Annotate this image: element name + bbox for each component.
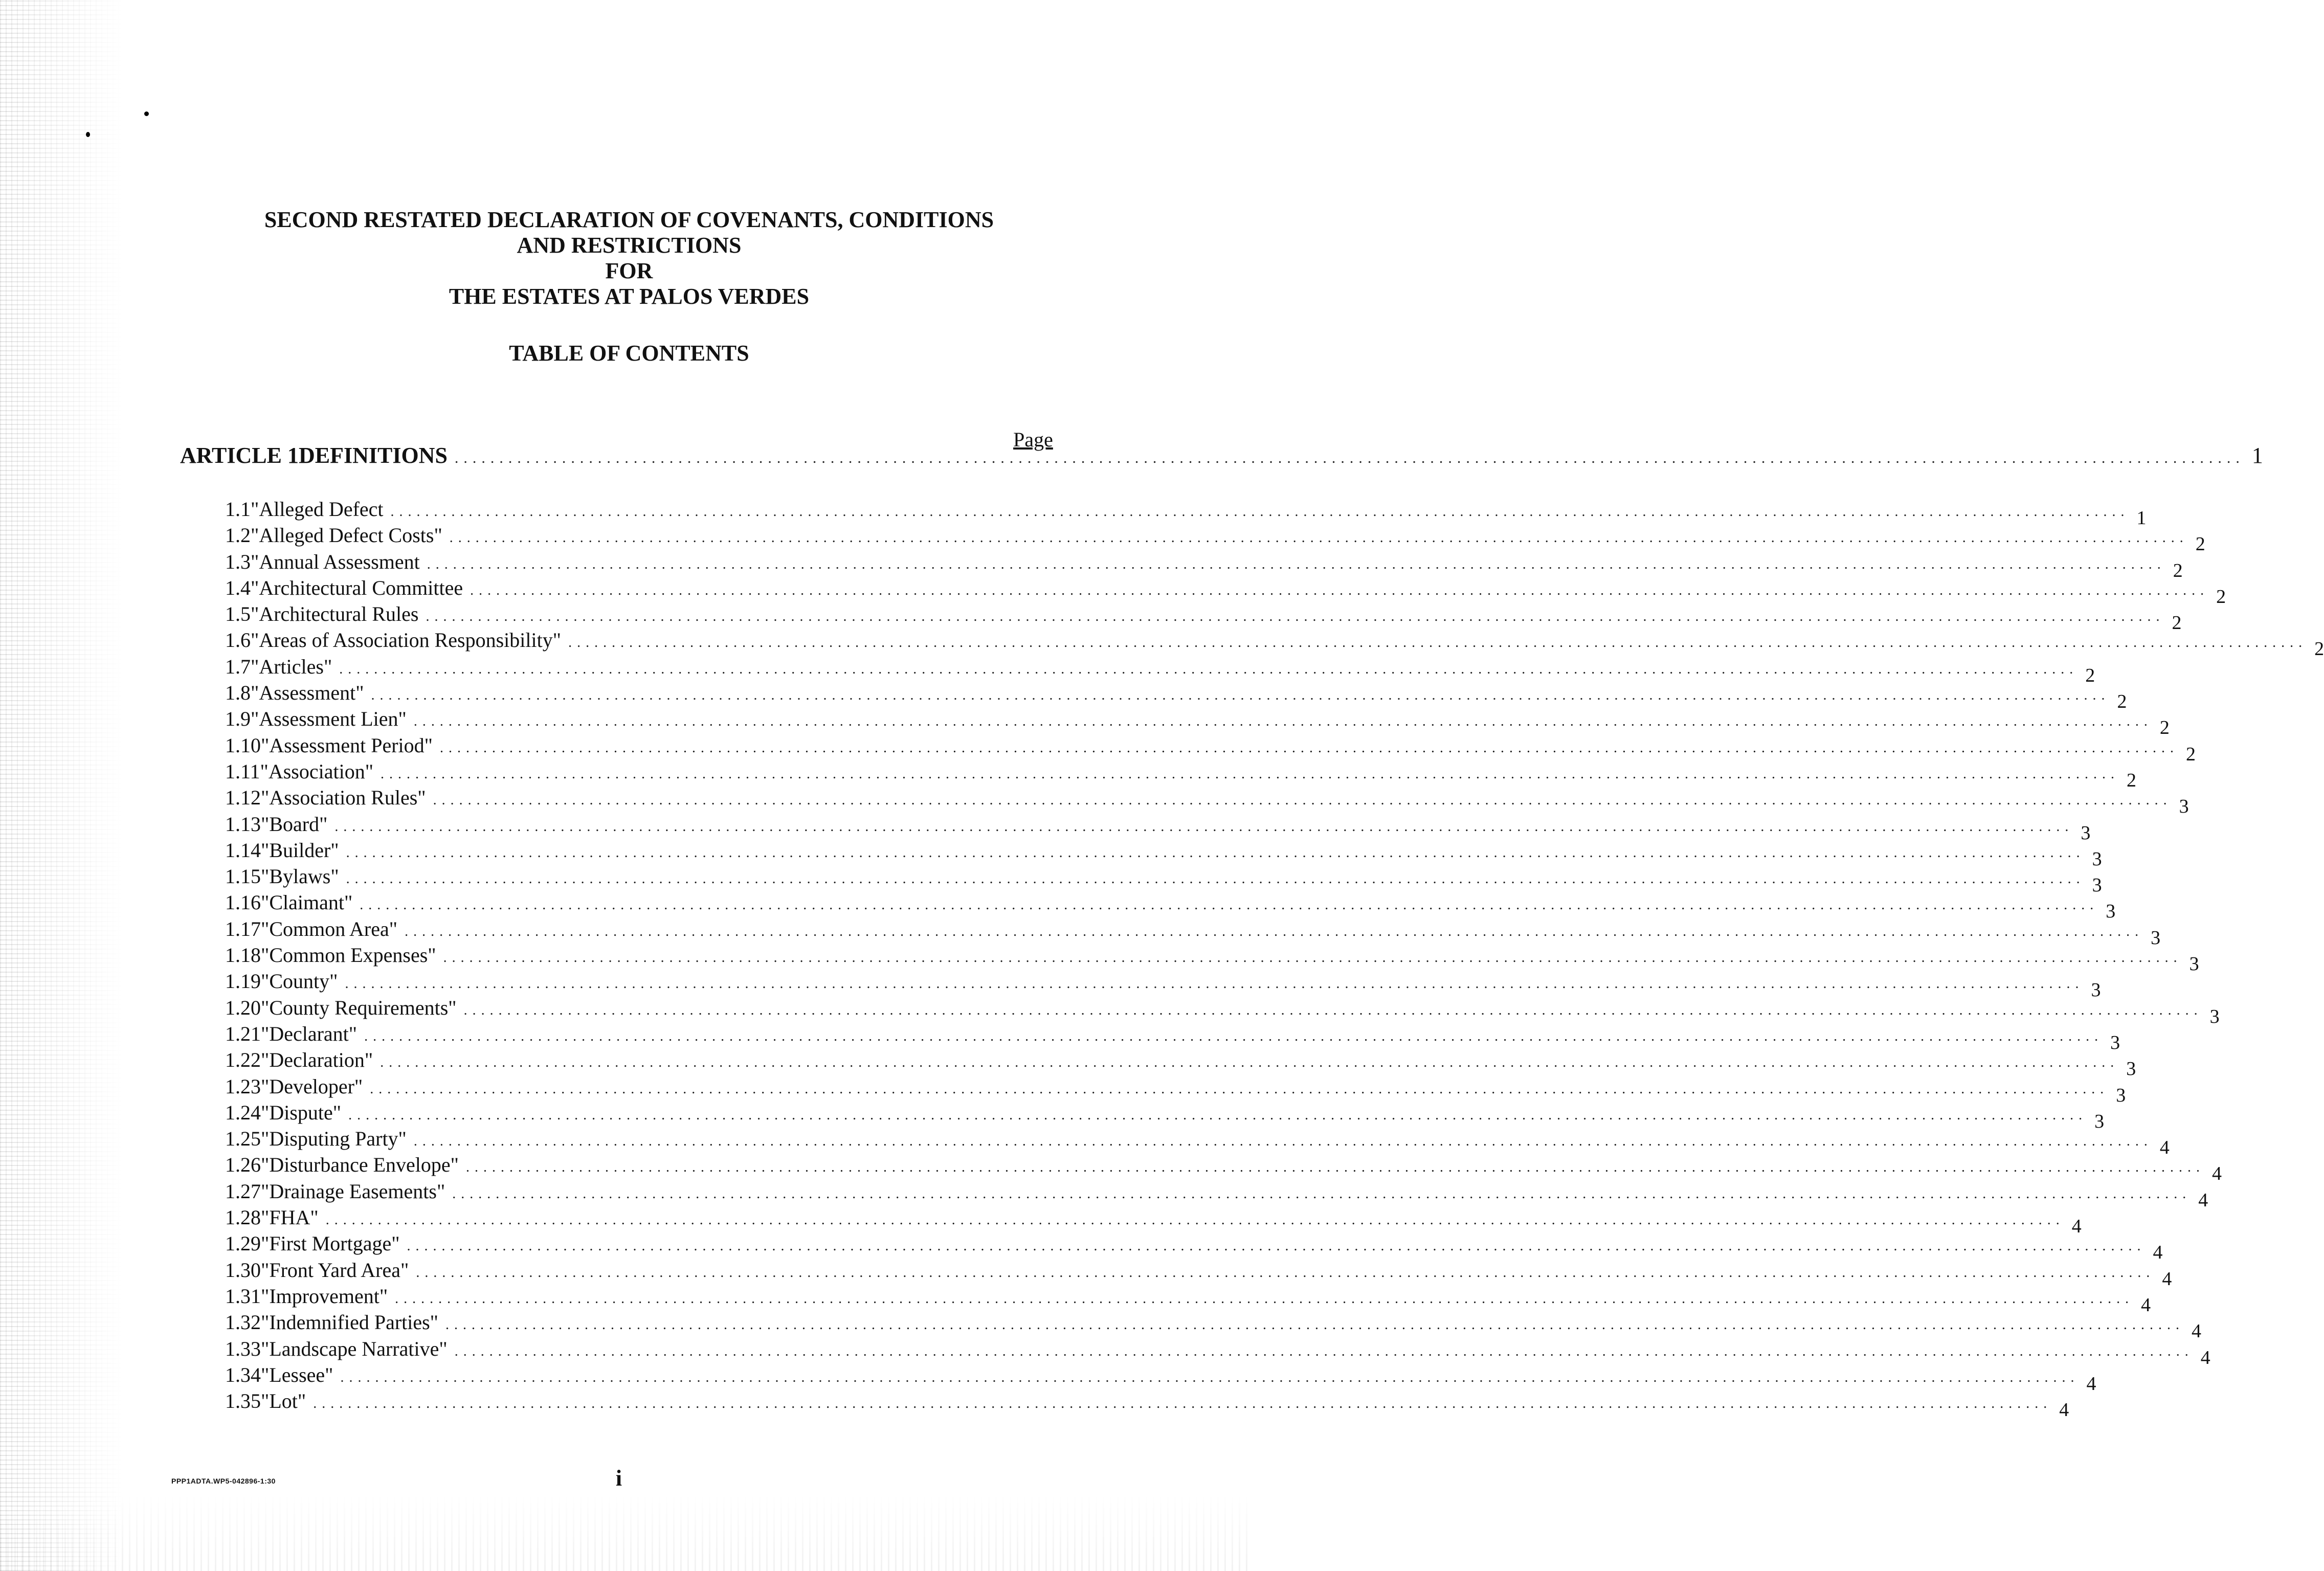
entry-term: "FHA" [261, 1206, 319, 1229]
entry-number: 1.29 [225, 1232, 261, 1255]
entry-page: 4 [2071, 1216, 2082, 1238]
entry-term: "Architectural Committee [251, 576, 463, 599]
page-column-label: Page [1013, 428, 1053, 451]
entry-number: 1.6 [225, 629, 251, 652]
toc-entry [225, 1336, 2210, 1368]
dot-leader: ........................................................................................................................................................................................................ [381, 766, 2120, 782]
entry-number: 1.16 [225, 891, 261, 914]
dot-leader: ........................................................................................................................................................................................................ [454, 1343, 2194, 1359]
toc-entry [225, 706, 2170, 739]
entry-number: 1.13 [225, 812, 261, 836]
entry-term: "Front Yard Area" [261, 1258, 409, 1282]
entry-number: 1.26 [225, 1153, 261, 1177]
dot-leader: ........................................................................................................................................................................................................ [568, 635, 2308, 651]
entry-term: "Alleged Defect Costs" [251, 524, 442, 547]
entry-number: 1.5 [225, 602, 251, 626]
entry-term: "Lot" [261, 1389, 306, 1413]
toc-entry [225, 1204, 2082, 1238]
entry-term: "Dispute" [261, 1101, 342, 1124]
dot-leader: ........................................................................................................................................................................................................ [340, 1369, 2080, 1385]
entry-term: "Claimant" [261, 891, 353, 914]
dot-leader: ........................................................................................................................................................................................................ [346, 871, 2085, 887]
entry-page: 3 [2179, 796, 2189, 818]
entry-page: 3 [2126, 1058, 2136, 1080]
dot-leader: ........................................................................................................................................................................................................ [470, 582, 2209, 598]
entry-page: 4 [2059, 1399, 2069, 1421]
toc-entry [225, 916, 2161, 949]
title-line: AND RESTRICTIONS [517, 233, 742, 258]
entry-page: 3 [2116, 1084, 2126, 1106]
entry-term: "Board" [261, 812, 328, 836]
dot-leader: ........................................................................................................................................................................................................ [395, 1290, 2134, 1307]
scan-speck [144, 111, 149, 116]
entry-page: 4 [2153, 1242, 2163, 1264]
toc-entry [225, 522, 2205, 555]
entry-number: 1.25 [225, 1127, 261, 1151]
entry-term: "Common Area" [261, 917, 398, 940]
toc-entry [225, 1362, 2096, 1395]
dot-leader: ........................................................................................................................................................................................................ [405, 923, 2144, 939]
entry-term: "Improvement" [261, 1284, 388, 1308]
toc-entry [225, 863, 2102, 896]
entry-number: 1.19 [225, 970, 261, 993]
dot-leader: ........................................................................................................................................................................................................ [454, 450, 2245, 466]
entry-number: 1.33 [225, 1337, 261, 1360]
toc-entry [225, 549, 2183, 581]
scan-bottom-noise [0, 1494, 1252, 1571]
article-row [180, 442, 2263, 478]
toc-entry [225, 1073, 2126, 1106]
title-line: FOR [605, 258, 653, 283]
entry-number: 1.22 [225, 1048, 261, 1072]
entry-number: 1.20 [225, 996, 261, 1019]
entry-term: "Lessee" [261, 1363, 333, 1386]
entry-term: "Indemnified Parties" [261, 1311, 439, 1334]
entry-number: 1.27 [225, 1179, 261, 1203]
entry-number: 1.21 [225, 1022, 261, 1045]
toc-entry [225, 732, 2196, 765]
entry-number: 1.32 [225, 1311, 261, 1334]
entry-number: 1.15 [225, 865, 261, 888]
title-line: THE ESTATES AT PALOS VERDES [449, 284, 810, 309]
entry-term: "Articles" [251, 655, 332, 678]
toc-entry [225, 654, 2095, 686]
scan-speck [86, 132, 90, 137]
entry-term: "Drainage Easements" [261, 1179, 445, 1203]
entry-number: 1.28 [225, 1206, 261, 1229]
entry-term: "Annual Assessment [251, 550, 420, 573]
entry-page: 3 [2110, 1031, 2120, 1053]
dot-leader: ........................................................................................................................................................................................................ [465, 1159, 2205, 1176]
entry-term: "Builder" [261, 838, 339, 862]
entry-number: 1.24 [225, 1101, 261, 1124]
entry-page: 4 [2162, 1268, 2172, 1290]
dot-leader: ........................................................................................................................................................................................................ [345, 976, 2084, 992]
entry-page: 2 [2127, 769, 2137, 791]
entry-page: 4 [2211, 1163, 2222, 1185]
article-title: DEFINITIONS [298, 443, 448, 468]
dot-leader: ........................................................................................................................................................................................................ [364, 1028, 2104, 1044]
toc-entry [225, 942, 2199, 975]
article-page: 1 [2251, 443, 2263, 468]
dot-leader: ........................................................................................................................................................................................................ [449, 530, 2188, 546]
entry-number: 1.9 [225, 707, 251, 731]
entry-page: 2 [2117, 691, 2127, 713]
entry-page: 4 [2159, 1137, 2170, 1159]
toc-heading: TABLE OF CONTENTS [509, 341, 749, 366]
entry-page: 1 [2136, 507, 2147, 529]
entry-term: "Disputing Party" [261, 1127, 407, 1151]
entry-page: 4 [2086, 1373, 2096, 1395]
entry-term: "Association" [260, 759, 374, 783]
toc-entry [225, 1309, 2202, 1342]
toc-entry [225, 889, 2116, 923]
toc-entry [225, 1283, 2151, 1316]
entry-page: 4 [2141, 1294, 2151, 1316]
entry-page: 3 [2091, 979, 2101, 1001]
dot-leader: ........................................................................................................................................................................................................ [390, 504, 2130, 520]
entry-number: 1.18 [225, 944, 261, 967]
toc-entry [225, 837, 2102, 870]
toc-entry [225, 601, 2182, 634]
entry-number: 1.7 [225, 655, 251, 678]
dot-leader: ........................................................................................................................................................................................................ [445, 1317, 2185, 1333]
dot-leader: ........................................................................................................................................................................................................ [439, 739, 2179, 756]
entry-term: "Areas of Association Responsibility" [251, 629, 562, 652]
entry-page: 4 [2200, 1346, 2210, 1368]
entry-page: 2 [2159, 717, 2170, 739]
entry-page: 2 [2185, 743, 2196, 765]
entry-term: "Declaration" [261, 1048, 373, 1072]
dot-leader: ........................................................................................................................................................................................................ [360, 897, 2099, 913]
dot-leader: ........................................................................................................................................................................................................ [313, 1396, 2052, 1412]
toc-entry [225, 1257, 2172, 1290]
dot-leader: ........................................................................................................................................................................................................ [339, 661, 2079, 677]
entry-number: 1.3 [225, 550, 251, 573]
entry-number: 1.12 [225, 786, 261, 810]
entry-term: "Landscape Narrative" [261, 1337, 448, 1360]
entry-term: "Association Rules" [261, 786, 426, 810]
entry-term: "County Requirements" [261, 996, 457, 1019]
entry-number: 1.8 [225, 681, 251, 705]
entry-term: "Alleged Defect [251, 498, 384, 521]
entry-number: 1.2 [225, 524, 251, 547]
entry-number: 1.10 [225, 733, 261, 757]
entry-page: 2 [2173, 559, 2183, 581]
entry-number: 1.14 [225, 838, 261, 862]
toc-entry [225, 496, 2147, 529]
entry-number: 1.4 [225, 576, 251, 599]
toc-entry [225, 1047, 2136, 1080]
dot-leader: ........................................................................................................................................................................................................ [325, 1212, 2065, 1228]
dot-leader: ........................................................................................................................................................................................................ [370, 1081, 2109, 1097]
entry-number: 1.11 [225, 759, 260, 783]
title-line: SECOND RESTATED DECLARATION OF COVENANTS, CONDITIONS [264, 207, 994, 232]
entry-number: 1.17 [225, 917, 261, 940]
entry-term: "Assessment" [251, 681, 364, 705]
dot-leader: ........................................................................................................................................................................................................ [371, 687, 2110, 704]
dot-leader: ........................................................................................................................................................................................................ [334, 818, 2074, 835]
toc-entry [225, 1126, 2170, 1159]
entry-page: 2 [2195, 533, 2205, 555]
dot-leader: ........................................................................................................................................................................................................ [433, 792, 2172, 809]
dot-leader: ........................................................................................................................................................................................................ [443, 950, 2182, 966]
entry-page: 4 [2192, 1320, 2202, 1342]
entry-term: "Assessment Lien" [251, 707, 407, 731]
dot-leader: ........................................................................................................................................................................................................ [380, 1054, 2119, 1071]
entry-term: "Architectural Rules [251, 602, 419, 626]
dot-leader: ........................................................................................................................................................................................................ [416, 1264, 2155, 1281]
toc-entry [225, 1388, 2069, 1421]
toc-entry [225, 811, 2091, 844]
entry-number: 1.23 [225, 1074, 261, 1098]
dot-leader: ........................................................................................................................................................................................................ [413, 713, 2153, 730]
toc-entry [225, 995, 2220, 1027]
scan-edge-noise [0, 0, 123, 1571]
toc-entry [225, 575, 2226, 608]
entry-number: 1.31 [225, 1284, 261, 1308]
dot-leader: ........................................................................................................................................................................................................ [413, 1133, 2153, 1150]
toc-entry [225, 627, 2324, 660]
toc-entry [225, 1178, 2208, 1211]
dot-leader: ........................................................................................................................................................................................................ [407, 1238, 2146, 1254]
entry-page: 4 [2198, 1189, 2208, 1211]
entry-term: "Developer" [261, 1074, 363, 1098]
entry-number: 1.1 [225, 498, 251, 521]
dot-leader: ........................................................................................................................................................................................................ [346, 844, 2085, 861]
entry-number: 1.35 [225, 1389, 261, 1413]
toc-entry [225, 1230, 2163, 1264]
entry-term: "Bylaws" [261, 865, 339, 888]
toc-entries [225, 496, 2324, 1421]
toc-entry [225, 1152, 2222, 1185]
entry-number: 1.30 [225, 1258, 261, 1282]
entry-page: 3 [2094, 1110, 2105, 1132]
toc-entry [225, 1021, 2120, 1053]
entry-page: 3 [2092, 874, 2102, 896]
entry-term: "First Mortgage" [261, 1232, 400, 1255]
entry-number: 1.34 [225, 1363, 261, 1386]
toc-entry [225, 680, 2127, 713]
entry-term: "Common Expenses" [261, 944, 436, 967]
toc-entry [225, 1099, 2105, 1132]
dot-leader: ........................................................................................................................................................................................................ [427, 556, 2166, 572]
article-number: ARTICLE 1 [180, 443, 299, 468]
entry-page: 3 [2209, 1005, 2220, 1027]
entry-page: 3 [2106, 901, 2116, 923]
toc-entry [225, 968, 2101, 1001]
entry-term: "Assessment Period" [261, 733, 433, 757]
entry-term: "Disturbance Envelope" [261, 1153, 459, 1177]
entry-page: 3 [2151, 927, 2161, 949]
entry-page: 2 [2085, 664, 2095, 686]
dot-leader: ........................................................................................................................................................................................................ [348, 1107, 2088, 1123]
entry-page: 2 [2216, 586, 2226, 608]
dot-leader: ........................................................................................................................................................................................................ [452, 1185, 2192, 1202]
entry-page: 3 [2189, 953, 2199, 975]
entry-page: 2 [2314, 638, 2324, 660]
entry-page: 3 [2081, 822, 2091, 844]
toc-entry [225, 784, 2189, 818]
footer-file-code: PPP1ADTA.WP5-042896-1:30 [171, 1477, 276, 1485]
dot-leader: ........................................................................................................................................................................................................ [463, 1002, 2203, 1018]
document-title [245, 207, 1013, 309]
dot-leader: ........................................................................................................................................................................................................ [426, 609, 2165, 625]
toc-entry [225, 758, 2137, 791]
entry-page: 3 [2092, 848, 2102, 870]
entry-term: "County" [261, 970, 338, 993]
entry-page: 2 [2172, 612, 2182, 634]
page-number: i [615, 1466, 622, 1491]
entry-term: "Declarant" [261, 1022, 357, 1045]
